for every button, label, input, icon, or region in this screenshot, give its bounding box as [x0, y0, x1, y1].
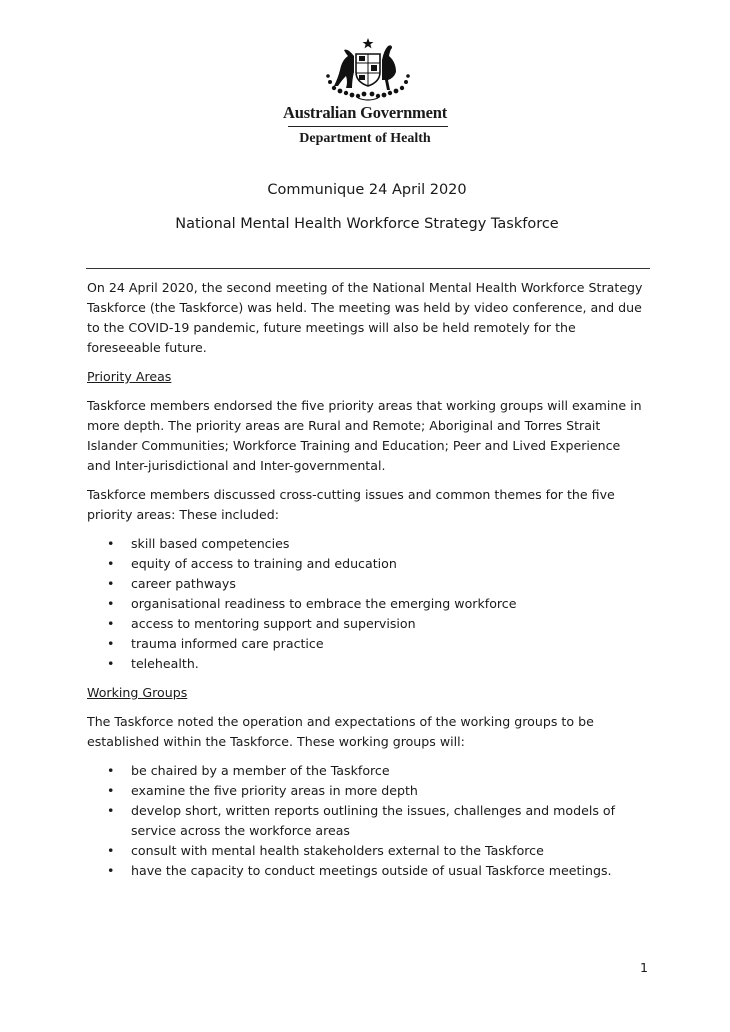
list-item: • be chaired by a member of the Taskforce: [87, 761, 647, 781]
bullet-icon: •: [107, 536, 115, 551]
bullet-icon: •: [107, 763, 115, 778]
list-item: • equity of access to training and education: [87, 554, 647, 574]
priority-areas-heading: Priority Areas: [87, 369, 172, 384]
priority-areas-paragraph: Taskforce members endorsed the five priority areas that working groups will examine in more depth. The priority areas are Rural and Remote; Aboriginal and Torres Strait Islander Communities; Workforce Training and Education; Peer and Lived Experience and Inter-jurisdictional and Inter-governmental.: [87, 398, 642, 473]
star-icon: [363, 38, 374, 48]
document-subtitle: National Mental Health Workforce Strategy Taskforce: [175, 216, 559, 232]
bullet-icon: •: [107, 803, 115, 818]
list-item: • organisational readiness to embrace the emerging workforce: [87, 594, 647, 614]
list-item: • skill based competencies: [87, 534, 647, 554]
document-body: [87, 278, 647, 890]
working-groups-heading: Working Groups: [87, 685, 188, 700]
bullet-icon: •: [107, 556, 115, 571]
government-name: Australian Government: [283, 103, 447, 122]
list-item: • career pathways: [87, 574, 647, 594]
list-item: • consult with mental health stakeholders external to the Taskforce: [87, 841, 647, 861]
list-item: • develop short, written reports outlining the issues, challenges and models of service across the workforce areas: [107, 803, 616, 838]
kangaroo-icon: [334, 50, 354, 88]
themes-list: [87, 534, 647, 674]
page-number: 1: [640, 960, 649, 975]
cross-cutting-paragraph: Taskforce members discussed cross-cutting issues and common themes for the five priority areas: These included:: [87, 487, 615, 522]
department-name: Department of Health: [299, 131, 431, 146]
header-divider: [86, 268, 650, 269]
document-title: Communique 24 April 2020: [267, 182, 467, 198]
bullet-icon: •: [107, 596, 115, 611]
intro-paragraph: On 24 April 2020, the second meeting of the National Mental Health Workforce Strategy Taskforce (the Taskforce) was held. The meeting was held by video conference, and due to the COVID-19 pandemic, future meetings will also be held remotely for the foreseeable future.: [87, 280, 643, 355]
bullet-icon: •: [107, 616, 115, 631]
bullet-icon: •: [107, 636, 115, 651]
list-item: • examine the five priority areas in more depth: [87, 781, 647, 801]
list-item: • trauma informed care practice: [87, 634, 647, 654]
bullet-icon: •: [107, 576, 115, 591]
bullet-icon: •: [107, 843, 115, 858]
list-item: • access to mentoring support and supervision: [87, 614, 647, 634]
list-item: • have the capacity to conduct meetings outside of usual Taskforce meetings.: [87, 861, 647, 881]
bullet-icon: •: [107, 656, 115, 671]
list-item: • telehealth.: [87, 654, 647, 674]
coat-of-arms-logo: [324, 36, 412, 102]
bullet-icon: •: [107, 863, 115, 878]
working-groups-paragraph: The Taskforce noted the operation and expectations of the working groups to be established within the Taskforce. These working groups will:: [87, 714, 594, 749]
emu-icon: [382, 45, 396, 90]
letterhead-divider: [288, 126, 448, 127]
bullet-icon: •: [107, 783, 115, 798]
working-groups-list: [87, 761, 647, 881]
